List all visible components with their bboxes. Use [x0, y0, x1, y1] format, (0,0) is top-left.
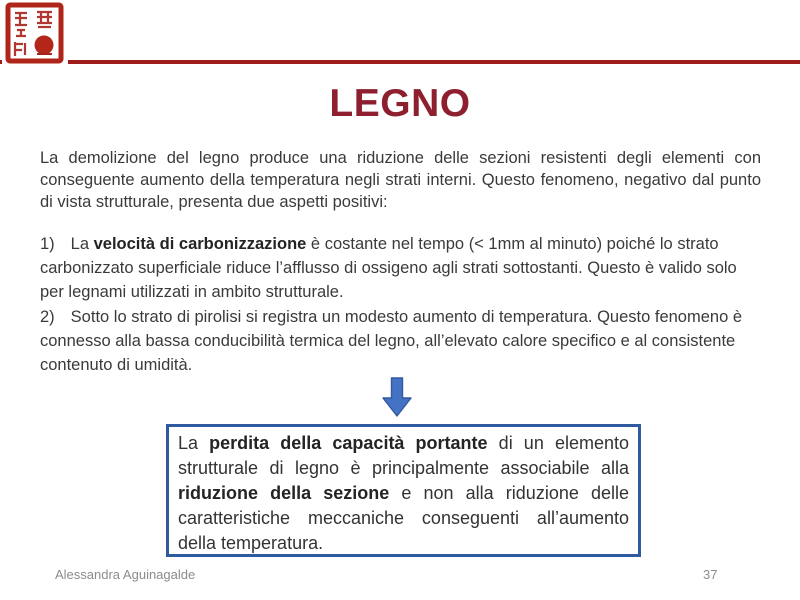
footer-page-number: 37: [703, 567, 718, 582]
callout-box: [166, 424, 641, 557]
chinese-seal-stamp-icon: [2, 0, 68, 66]
callout-text-pre: La: [178, 433, 210, 453]
point-1-text-pre: La: [70, 235, 94, 253]
point-1-text-post: è costante nel tempo (< 1mm al minuto) poiché lo strato carbonizzato superficiale riduce l’afflusso di ossigeno agli strati sottostanti. Questo è valido solo per legnami utilizzati in ambito strutturale.: [40, 235, 737, 301]
point-1: [40, 232, 761, 304]
point-2-number: 2): [40, 308, 55, 326]
slide-title: LEGNO: [329, 82, 471, 125]
footer-author: Alessandra Aguinagalde: [55, 567, 196, 582]
callout-text-mid: di un elemento strutturale di legno è principalmente associabile alla: [178, 433, 629, 478]
header-divider: [0, 60, 800, 64]
point-2: [40, 305, 761, 377]
callout-text-bold-1: perdita della capacità portante: [209, 433, 488, 453]
callout-text-bold-2: riduzione della sezione: [178, 483, 390, 503]
point-1-text-bold: velocità di carbonizzazione: [93, 235, 307, 253]
intro-paragraph: La demolizione del legno produce una riduzione delle sezioni resistenti degli elementi con conseguente aumento della temperatura negli strati interni. Questo fenomeno, negativo dal punto di vista strutturale, presenta due aspetti positivi:: [40, 149, 761, 211]
callout-text-post: e non alla riduzione delle caratteristiche meccaniche conseguenti all’aumento della temperatura.: [178, 483, 629, 553]
point-1-number: 1): [40, 235, 55, 253]
point-2-text: Sotto lo strato di pirolisi si registra un modesto aumento di temperatura. Questo fenomeno è connesso alla bassa conducibilità termica del legno, all’elevato calore specifico e al consistente contenuto di umidità.: [40, 308, 743, 374]
down-arrow-icon: [382, 377, 412, 417]
